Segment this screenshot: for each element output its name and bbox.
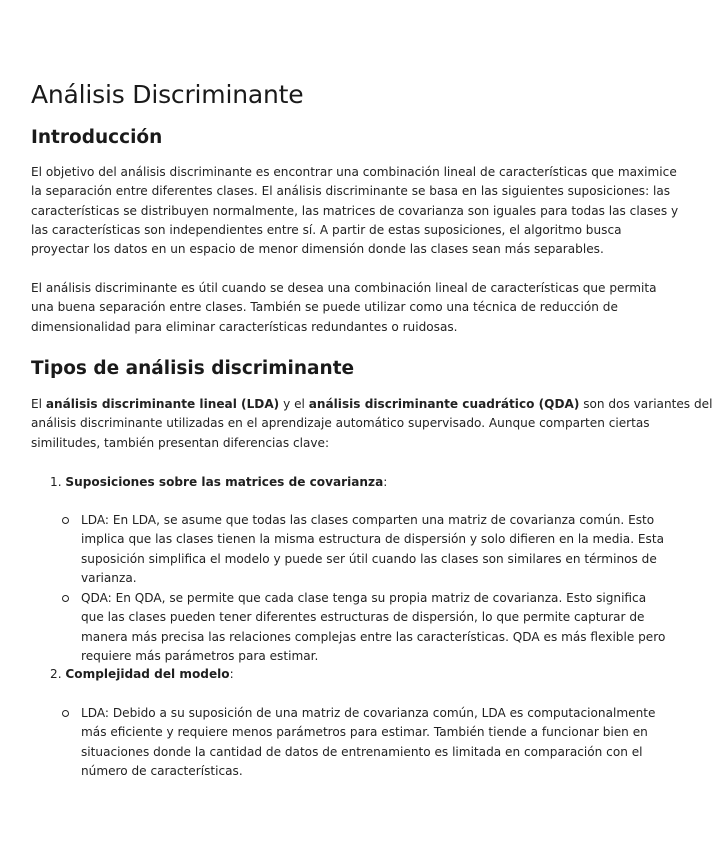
list-item-title xyxy=(50,473,387,492)
intro-paragraph-2 xyxy=(31,279,657,337)
sub-bullet-item xyxy=(62,511,664,588)
bold-term-qda: análisis discriminante cuadrático (QDA) xyxy=(308,397,580,411)
section-heading-tipos: Tipos de análisis discriminante xyxy=(31,358,355,379)
text-line: características se distribuyen normalmente, las matrices de covarianza son iguales para todas las clases y xyxy=(31,203,679,218)
text-run: : xyxy=(383,475,388,489)
text-run: : xyxy=(229,667,234,681)
list-item-heading: Suposiciones sobre las matrices de covarianza xyxy=(65,475,384,489)
text-line: QDA: En QDA, se permite que cada clase tenga su propia matriz de covarianza. Esto significa xyxy=(81,591,647,605)
text-line: LDA: Debido a su suposición de una matriz de covarianza común, LDA es computacionalmente xyxy=(81,706,656,720)
text-line: más eficiente y requiere menos parámetros para estimar. También tiende a funcionar bien en xyxy=(81,725,648,740)
types-intro-paragraph xyxy=(31,395,712,453)
sub-bullet-item xyxy=(62,589,666,666)
text-run: y el xyxy=(279,397,309,411)
text-line: varianza. xyxy=(81,570,137,585)
text-line: similitudes, también presentan diferencias clave: xyxy=(31,435,330,450)
circle-bullet-icon xyxy=(62,517,69,524)
text-line: El análisis discriminante es útil cuando se desea una combinación lineal de características que permita xyxy=(31,281,657,295)
text-run: El xyxy=(31,397,46,411)
page-title: Análisis Discriminante xyxy=(31,80,304,109)
text-line: una buena separación entre clases. También se puede utilizar como una técnica de reducción de xyxy=(31,300,618,315)
text-line: que las clases pueden tener diferentes estructuras de dispersión, lo que permite capturar de xyxy=(81,610,645,625)
text-line: dimensionalidad para eliminar características redundantes o ruidosas. xyxy=(31,319,458,334)
text-line: las características son independientes entre sí. A partir de estas suposiciones, el algoritmo busca xyxy=(31,222,622,237)
list-number: 1. xyxy=(50,475,62,489)
text-line: suposición simplifica el modelo y puede ser útil cuando las clases son similares en términos de xyxy=(81,551,657,566)
sub-bullet-item xyxy=(62,704,656,781)
bold-term-lda: análisis discriminante lineal (LDA) xyxy=(45,397,280,411)
text-line: LDA: En LDA, se asume que todas las clases comparten una matriz de covarianza común. Esto xyxy=(81,513,655,527)
circle-bullet-icon xyxy=(62,595,69,602)
text-line: número de características. xyxy=(81,763,243,778)
text-line: implica que las clases tienen la misma estructura de dispersión y solo difieren en la media. Esta xyxy=(81,532,664,547)
text-line: requiere más parámetros para estimar. xyxy=(81,648,319,663)
text-line: El objetivo del análisis discriminante es encontrar una combinación lineal de características que maximice xyxy=(31,165,677,179)
circle-bullet-icon xyxy=(62,710,69,717)
list-number: 2. xyxy=(50,667,62,681)
list-item-heading: Complejidad del modelo xyxy=(65,667,230,681)
section-heading-introduccion: Introducción xyxy=(31,127,163,148)
text-line: análisis discriminante utilizadas en el aprendizaje automático supervisado. Aunque comparten ciertas xyxy=(31,416,650,431)
text-line: manera más precisa las relaciones complejas entre las características. QDA es más flexible pero xyxy=(81,629,666,644)
text-line: situaciones donde la cantidad de datos de entrenamiento es limitada en comparación con el xyxy=(81,744,643,759)
text-line: proyectar los datos en un espacio de menor dimensión donde las clases sean más separables. xyxy=(31,242,604,257)
intro-paragraph-1 xyxy=(31,163,679,259)
list-item-title xyxy=(50,665,234,684)
text-run: son dos variantes del xyxy=(579,397,712,411)
text-line xyxy=(31,395,712,414)
text-line: la separación entre diferentes clases. El análisis discriminante se basa en las siguientes suposiciones: las xyxy=(31,184,671,199)
